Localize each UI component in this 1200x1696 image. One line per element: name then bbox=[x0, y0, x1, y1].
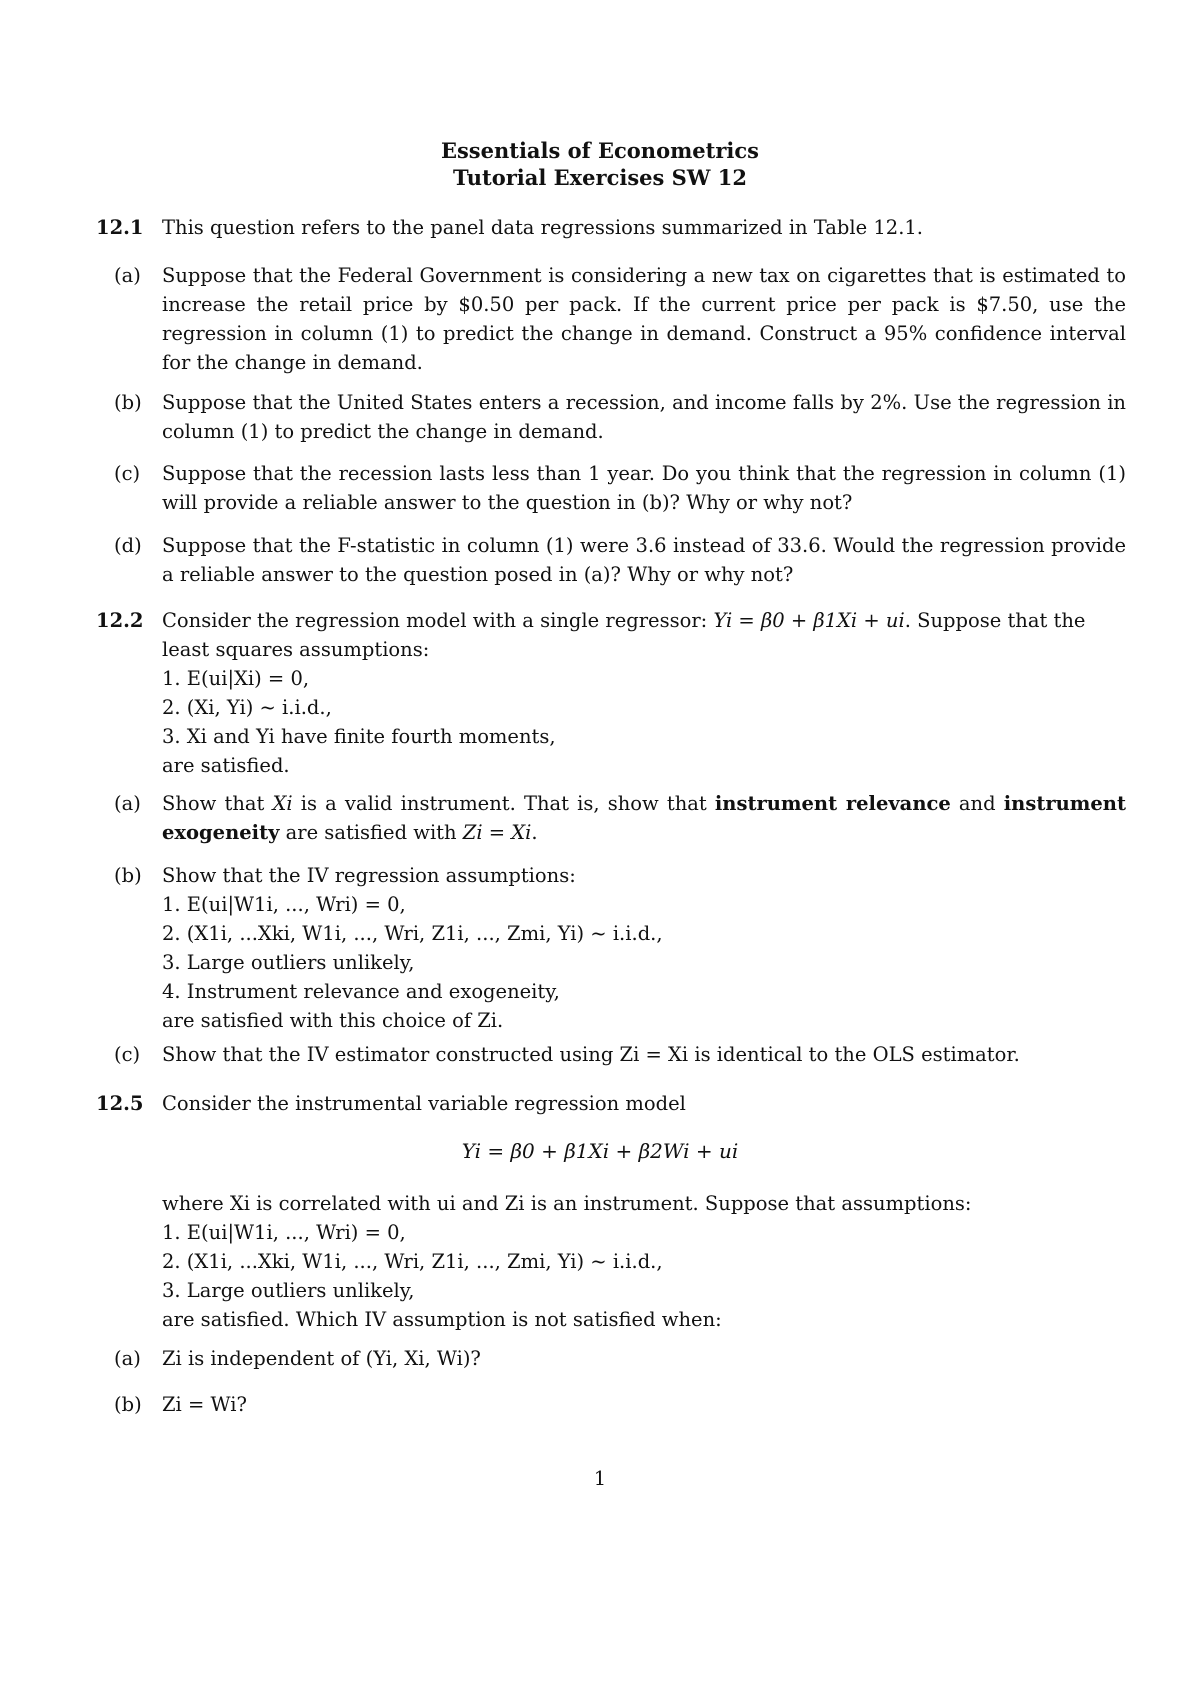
question-12-5-assumptions bbox=[96, 1189, 1126, 1334]
question-12-5 bbox=[96, 1089, 1126, 1118]
part-text: Suppose that the United States enters a recession, and income falls by 2%. Use the regression in column (1) to predict the change in demand. bbox=[162, 391, 1126, 443]
part-intro: Show that the IV regression assumptions: bbox=[162, 864, 576, 887]
part-text: Show that Xi is a valid instrument. That is, show that instrument relevance and instrument exogeneity are satisfied with Zi = Xi. bbox=[162, 792, 1126, 844]
part-label: (b) bbox=[114, 391, 142, 414]
part-label: (a) bbox=[114, 1347, 141, 1370]
assumption-1: 1. E(ui|Xi) = 0, bbox=[162, 667, 310, 690]
question-number: 12.2 bbox=[96, 609, 144, 632]
part-text: Zi is independent of (Yi, Xi, Wi)? bbox=[162, 1347, 481, 1370]
part-label: (b) bbox=[114, 1393, 142, 1416]
part-label: (a) bbox=[114, 264, 141, 287]
iv-assumption-3: 3. Large outliers unlikely, bbox=[162, 951, 415, 974]
part-text: Show that the IV estimator constructed using Zi = Xi is identical to the OLS estimator. bbox=[162, 1043, 1020, 1066]
iv-assumption-2: 2. (X1i, ...Xki, W1i, ..., Wri, Z1i, ..., Zmi, Yi) ~ i.i.d., bbox=[162, 922, 663, 945]
iv-assumption-1: 1. E(ui|W1i, ..., Wri) = 0, bbox=[162, 893, 406, 916]
assumptions-closing: are satisfied. bbox=[162, 754, 290, 777]
assumption-1: 1. E(ui|W1i, ..., Wri) = 0, bbox=[162, 1221, 406, 1244]
part-text bbox=[162, 861, 1126, 1035]
assumption-2: 2. (X1i, ...Xki, W1i, ..., Wri, Z1i, ..., Zmi, Yi) ~ i.i.d., bbox=[162, 1250, 663, 1273]
question-12-1-part-b bbox=[114, 388, 1126, 446]
document-subtitle: Tutorial Exercises SW 12 bbox=[453, 165, 747, 190]
question-body bbox=[162, 1189, 1126, 1334]
question-12-1-part-d bbox=[114, 531, 1126, 589]
question-12-2-part-c bbox=[114, 1040, 1126, 1069]
question-12-5-part-a bbox=[114, 1344, 1126, 1373]
part-closing: are satisfied with this choice of Zi. bbox=[162, 1009, 504, 1032]
assumption-3: 3. Xi and Yi have finite fourth moments, bbox=[162, 725, 556, 748]
part-label: (a) bbox=[114, 792, 141, 815]
iv-model-equation: Yi = β0 + β1Xi + β2Wi + ui bbox=[461, 1139, 739, 1163]
question-12-1 bbox=[96, 213, 1126, 242]
iv-assumption-4: 4. Instrument relevance and exogeneity, bbox=[162, 980, 560, 1003]
part-label: (b) bbox=[114, 864, 142, 887]
question-number: 12.5 bbox=[96, 1092, 144, 1115]
part-label: (c) bbox=[114, 1043, 141, 1066]
question-number: 12.1 bbox=[96, 216, 144, 239]
part-text: Zi = Wi? bbox=[162, 1393, 247, 1416]
question-text bbox=[162, 606, 1126, 780]
assumption-2: 2. (Xi, Yi) ~ i.i.d., bbox=[162, 696, 332, 719]
question-12-2-part-b bbox=[114, 861, 1126, 1035]
document-title: Essentials of Econometrics bbox=[440, 138, 760, 163]
question-12-1-part-c bbox=[114, 459, 1126, 517]
question-text: Consider the instrumental variable regression model bbox=[162, 1092, 686, 1115]
question-12-2 bbox=[96, 606, 1126, 780]
question-12-2-part-a bbox=[114, 789, 1126, 847]
part-label: (d) bbox=[114, 534, 142, 557]
model-equation: Yi = β0 + β1Xi + ui bbox=[713, 609, 905, 632]
assumption-3: 3. Large outliers unlikely, bbox=[162, 1279, 415, 1302]
question-12-5-part-b bbox=[114, 1390, 1126, 1419]
intro-text: Consider the regression model with a single regressor: bbox=[162, 609, 714, 632]
intro-text-end: . Suppose that the least squares assumptions: bbox=[162, 609, 1086, 661]
question-12-1-part-a bbox=[114, 261, 1126, 377]
where-text: where Xi is correlated with ui and Zi is an instrument. Suppose that assumptions: bbox=[162, 1192, 972, 1215]
page-number: 1 bbox=[593, 1467, 607, 1490]
question-text: This question refers to the panel data regressions summarized in Table 12.1. bbox=[162, 216, 924, 239]
assumptions-closing: are satisfied. Which IV assumption is not satisfied when: bbox=[162, 1308, 722, 1331]
part-text: Suppose that the F-statistic in column (1) were 3.6 instead of 33.6. Would the regression provide a reliable answer to the question posed in (a)? Why or why not? bbox=[162, 534, 1126, 586]
part-text: Suppose that the Federal Government is considering a new tax on cigarettes that is estimated to increase the retail price by $0.50 per pack. If the current price per pack is $7.50, use the regression in column (1) to predict the change in demand. Construct a 95% confidence interval for the change in demand. bbox=[162, 264, 1126, 374]
part-text: Suppose that the recession lasts less than 1 year. Do you think that the regression in column (1) will provide a reliable answer to the question in (b)? Why or why not? bbox=[162, 462, 1126, 514]
part-label: (c) bbox=[114, 462, 141, 485]
